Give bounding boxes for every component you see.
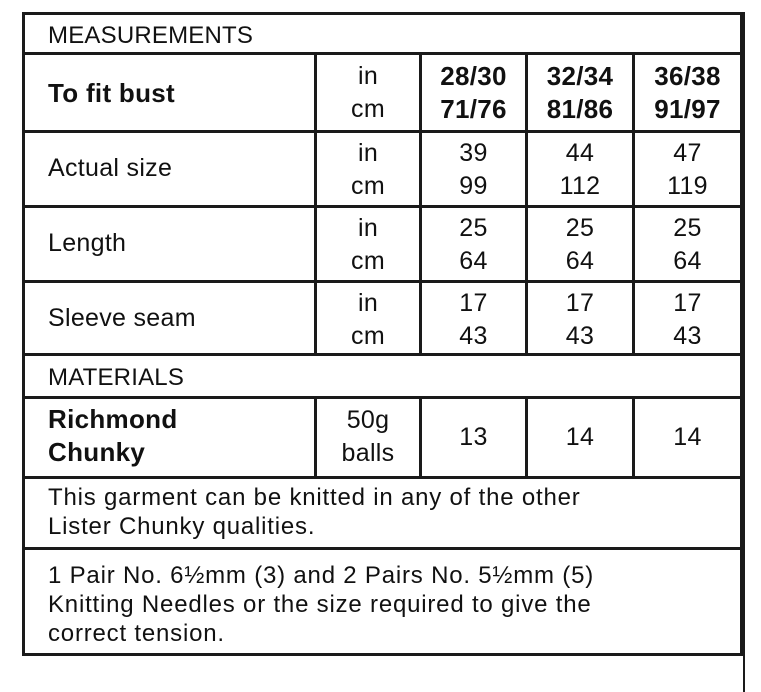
value-in: 17 — [459, 289, 488, 317]
note-line: Lister Chunky qualities. — [48, 513, 316, 540]
unit-in: in — [357, 289, 379, 317]
value-in: 25 — [565, 214, 595, 242]
sleeve-seam-units — [317, 287, 419, 353]
value-cm: 64 — [459, 247, 488, 275]
value-in: 47 — [673, 139, 702, 167]
actual-size-size-3 — [635, 137, 740, 203]
sleeve-seam-size-2 — [528, 287, 632, 353]
note-line: Knitting Needles or the size required to give the — [48, 591, 592, 618]
length-size-1 — [422, 212, 525, 278]
actual-size-size-2 — [528, 137, 632, 203]
value-in: 25 — [459, 214, 488, 242]
yarn-size-2: 14 — [565, 423, 595, 451]
unit-in: in — [357, 62, 379, 90]
value-cm: 43 — [673, 322, 702, 350]
value-cm: 112 — [559, 172, 601, 200]
yarn-units — [317, 404, 419, 470]
value-cm: 43 — [565, 322, 595, 350]
sleeve-seam-size-3 — [635, 287, 740, 353]
yarn-size-3: 14 — [673, 423, 702, 451]
page-edge-line — [743, 12, 745, 692]
actual-size-size-1 — [422, 137, 525, 203]
yarn-size-1: 13 — [459, 423, 488, 451]
yarn-name-line-1: Richmond — [48, 404, 178, 434]
length-size-2 — [528, 212, 632, 278]
note-line: This garment can be knitted in any of the other — [48, 484, 581, 511]
length-label: Length — [48, 229, 127, 257]
actual-size-label: Actual size — [48, 154, 173, 182]
yarn-label — [48, 403, 178, 469]
materials-heading: MATERIALS — [48, 364, 185, 391]
value-in: 25 — [673, 214, 702, 242]
unit-cm: cm — [351, 172, 385, 200]
unit-in: in — [357, 214, 379, 242]
size-3-header — [635, 60, 740, 126]
value-in: 17 — [673, 289, 702, 317]
size-2-cm: 81/86 — [546, 94, 614, 124]
size-2-in: 32/34 — [546, 61, 614, 91]
note-line: 1 Pair No. 6½mm (3) and 2 Pairs No. 5½mm (5) — [48, 562, 595, 589]
note-line: correct tension. — [48, 620, 225, 647]
value-in: 44 — [565, 139, 595, 167]
size-1-header — [422, 60, 525, 126]
length-units — [317, 212, 419, 278]
length-size-3 — [635, 212, 740, 278]
unit-weight: 50g — [346, 406, 390, 434]
needles-note — [48, 561, 738, 648]
size-1-in: 28/30 — [440, 61, 507, 91]
unit-balls: balls — [341, 439, 395, 467]
size-2-header — [528, 60, 632, 126]
value-cm: 99 — [459, 172, 488, 200]
measurements-heading: MEASUREMENTS — [48, 22, 254, 49]
size-1-cm: 71/76 — [440, 94, 507, 124]
value-cm: 43 — [459, 322, 488, 350]
rule-after-note-1 — [22, 547, 743, 550]
unit-cm: cm — [351, 95, 385, 123]
size-3-in: 36/38 — [654, 61, 721, 91]
size-3-cm: 91/97 — [654, 94, 721, 124]
unit-cm: cm — [351, 322, 385, 350]
unit-in: in — [357, 139, 379, 167]
bust-label: To fit bust — [48, 78, 176, 108]
bust-units — [317, 60, 419, 126]
value-in: 39 — [459, 139, 488, 167]
yarn-name-line-2: Chunky — [48, 437, 146, 467]
alternative-yarn-note — [48, 483, 738, 541]
sleeve-seam-label: Sleeve seam — [48, 304, 196, 332]
sleeve-seam-size-1 — [422, 287, 525, 353]
value-cm: 64 — [673, 247, 702, 275]
value-cm: 64 — [565, 247, 595, 275]
value-cm: 119 — [667, 172, 708, 200]
value-in: 17 — [565, 289, 595, 317]
unit-cm: cm — [351, 247, 385, 275]
actual-size-units — [317, 137, 419, 203]
